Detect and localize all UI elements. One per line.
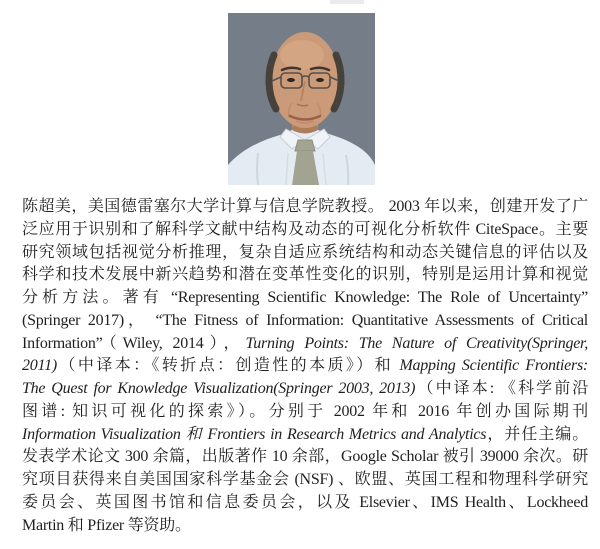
bio-segment: 究项目获得来自美国国家科学基金会 (NSF) 、欧盟、英国工程和物理科学研究 xyxy=(22,471,588,488)
bio-line-15 xyxy=(22,515,588,538)
bio-line-5 xyxy=(22,287,588,310)
top-edge-artifact xyxy=(330,0,364,4)
bio-segment: 泛应用于识别和了解科学文献中结构及动态的可视化分析软件 CiteSpace。主要 xyxy=(22,220,588,238)
bio-italic-segment: The Quest for Knowledge Visualization(Springer 2003, 2013) xyxy=(22,380,416,397)
tie-knot xyxy=(295,140,315,151)
bio-segment: 图谱: 知识可视化的探索》）。分别于 2002 年和 2016 年创办国际期刊 xyxy=(22,402,588,420)
bio-text xyxy=(22,196,588,537)
bio-segment: 陈超美，美国德雷塞尔大学计算与信息学院教授。 2003 年以来，创建开发了广 xyxy=(22,198,588,215)
bio-segment: （中译本：《转折点：创造性的本质》）和 xyxy=(56,357,400,375)
bio-segment: 委员会、英国图书馆和信息委员会，以及 Elsevier、IMS Health、Lockheed xyxy=(22,493,588,511)
bio-line-9 xyxy=(22,378,588,401)
bio-line-6 xyxy=(22,310,588,333)
bio-line-8 xyxy=(22,355,588,378)
bio-italic-segment: 2011) xyxy=(22,357,57,375)
bio-segment: 科学和技术发展中新兴趋势和潜在变革性变化的识别，特别是运用计算和视觉 xyxy=(22,266,588,284)
bio-segment: Information”（Wiley, 2014）， xyxy=(22,334,246,352)
portrait-photo xyxy=(228,13,375,185)
bio-segment: （中译本: 《科学前沿 xyxy=(415,380,588,397)
bio-segment: ，并任主编。 xyxy=(486,425,588,443)
bio-line-2 xyxy=(22,219,588,242)
bio-segment: (Springer 2017)， “The Fitness of Information: Quantitative Assessments of Critical xyxy=(22,311,588,329)
eye-right xyxy=(316,78,324,82)
bio-line-4 xyxy=(22,264,588,287)
bio-italic-segment: Turning Points: The Nature of Creativity(Springer, xyxy=(245,334,588,352)
bio-segment: 分析方法。著有 “Representing Scientific Knowledge: The Role of Uncertainty” xyxy=(22,289,588,306)
eye-left xyxy=(287,78,295,82)
bio-segment: 发表学术论文 300 余篇，出版著作 10 余部，Google Scholar 被引 39000 余次。研 xyxy=(22,448,588,466)
bio-italic-segment: Mapping Scientific Frontiers: xyxy=(399,357,588,375)
bio-line-3 xyxy=(22,242,588,265)
bio-segment: Martin 和 Pfizer 等资助。 xyxy=(22,516,191,534)
portrait-photo-svg xyxy=(228,13,375,185)
bio-line-12 xyxy=(22,446,588,469)
bio-line-11 xyxy=(22,424,588,447)
bio-segment: 研究领域包括视觉分析推理，复杂自适应系统结构和动态关键信息的评估以及 xyxy=(22,243,588,261)
bio-line-14 xyxy=(22,492,588,515)
bio-line-1 xyxy=(22,196,588,219)
bio-line-13 xyxy=(22,469,588,492)
bio-line-7 xyxy=(22,333,588,356)
bio-italic-segment: Information Visualization 和 Frontiers in Research Metrics and Analytics xyxy=(22,425,487,443)
bio-line-10 xyxy=(22,401,588,424)
